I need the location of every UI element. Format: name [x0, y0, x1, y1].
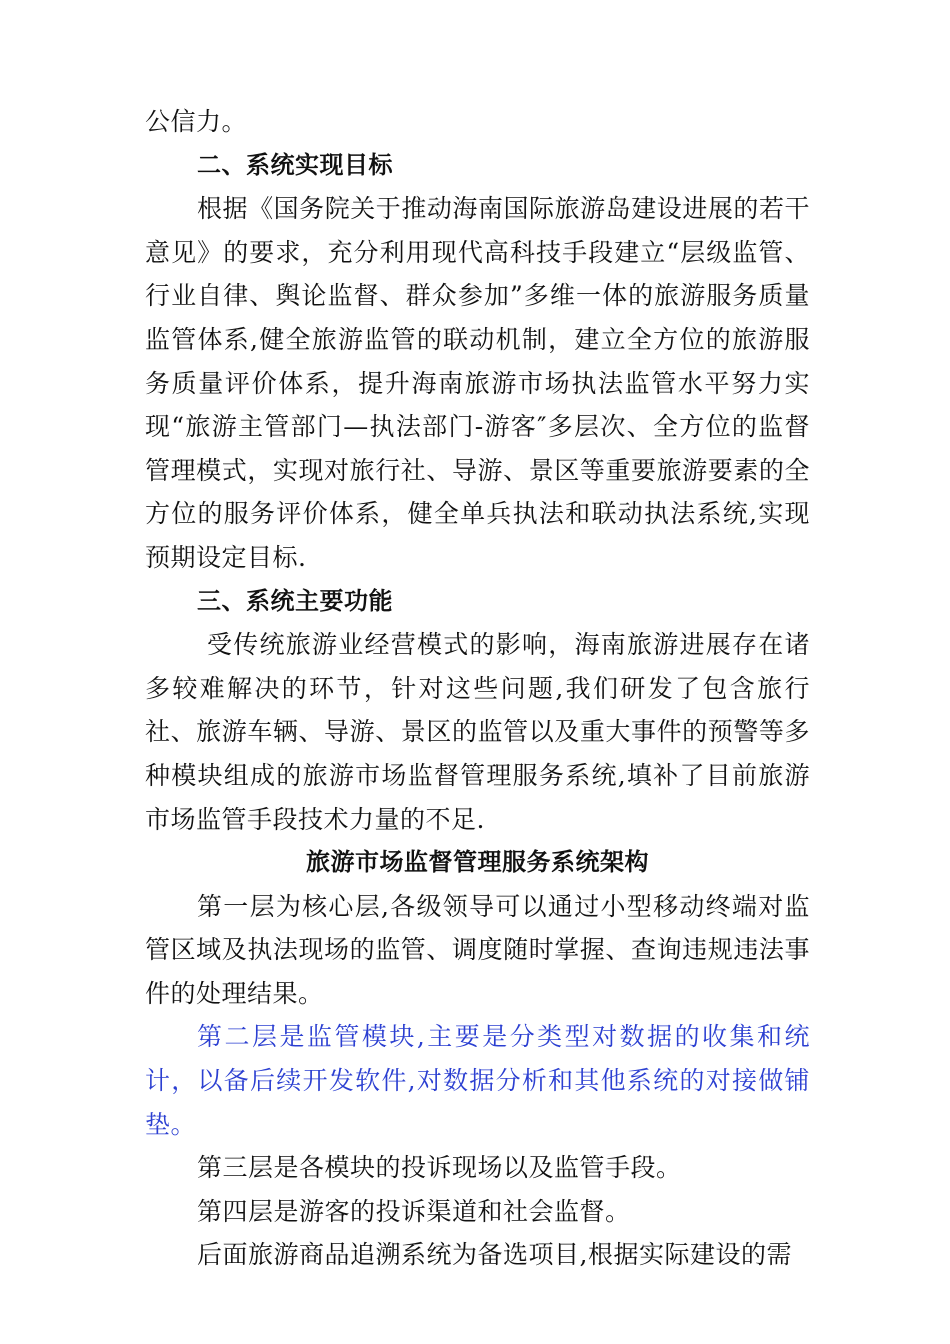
paragraph-layer-1: 第一层为核心层,各级领导可以通过小型移动终端对监管区域及执法现场的监管、调度随时掌握、查询违规违法事件的处理结果。	[145, 891, 810, 1008]
paragraph-continuation: 公信力。	[145, 107, 248, 136]
heading-system-functions: 三、系统主要功能	[197, 586, 393, 615]
paragraph-system-functions: 受传统旅游业经营模式的影响，海南旅游进展存在诸多较难解决的环节，针对这些问题,我们研发了包含旅行社、旅游车辆、导游、景区的监管以及重大事件的预警等多种模块组成的旅游市场监督管理服务系统,填补了目前旅游市场监管手段技术力量的不足.	[145, 630, 810, 834]
paragraph-traceability: 后面旅游商品追溯系统为备选项目,根据实际建设的需	[197, 1240, 792, 1270]
paragraph-system-goals: 根据《国务院关于推动海南国际旅游岛建设进展的若干意见》的要求，充分利用现代高科技手段建立“层级监管、行业自律、舆论监督、群众参加”多维一体的旅游服务质量监管体系,健全旅游监管的联动机制，建立全方位的旅游服务质量评价体系，提升海南旅游市场执法监管水平努力实现“旅游主管部门—执法部门-游客″多层次、全方位的监督管理模式，实现对旅行社、导游、景区等重要旅游要素的全方位的服务评价体系，健全单兵执法和联动执法系统,实现预期设定目标.	[145, 194, 810, 572]
paragraph-layer-4: 第四层是游客的投诉渠道和社会监督。	[197, 1196, 631, 1226]
document-page	[145, 100, 810, 1277]
paragraph-layer-3: 第三层是各模块的投诉现场以及监管手段。	[197, 1153, 682, 1183]
section-title-architecture: 旅游市场监督管理服务系统架构	[306, 848, 649, 877]
heading-system-goals: 二、系统实现目标	[197, 150, 393, 179]
paragraph-layer-2-highlighted: 第二层是监管模块,主要是分类型对数据的收集和统计，以备后续开发软件,对数据分析和其他系统的对接做铺垫。	[145, 1022, 810, 1139]
